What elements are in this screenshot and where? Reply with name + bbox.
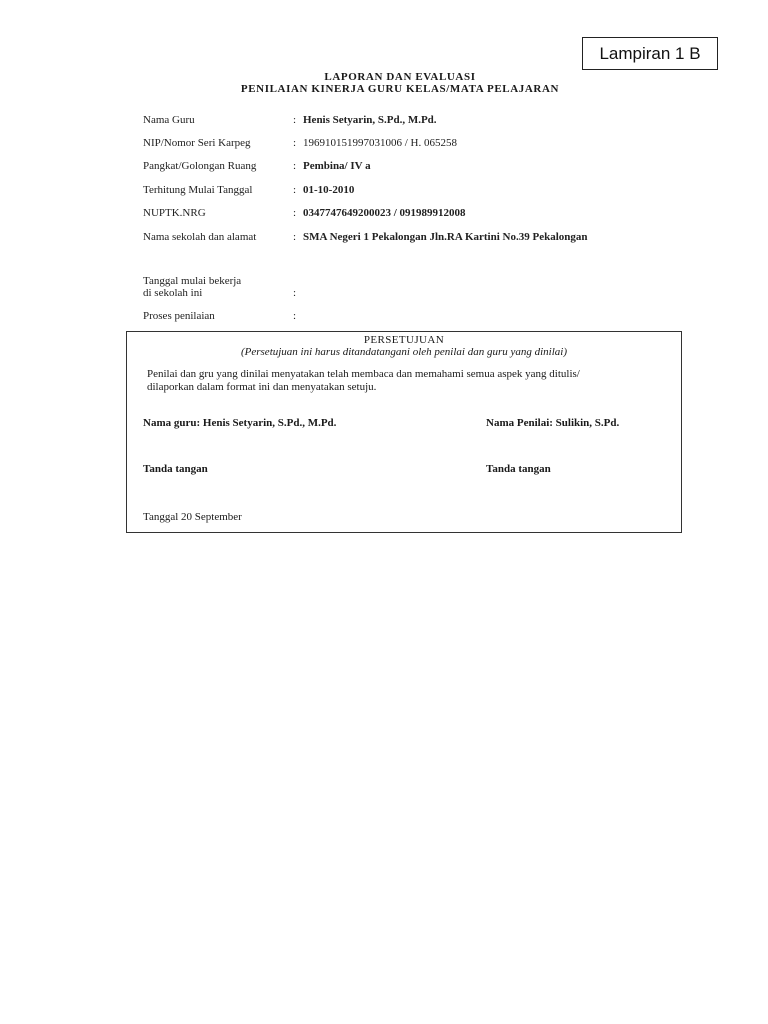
- field-colon: :: [293, 184, 297, 196]
- field-label: Nama sekolah dan alamat: [143, 231, 257, 243]
- guru-signature-label: Tanda tangan: [143, 463, 208, 475]
- persetujuan-subheading: (Persetujuan ini harus ditandatangani oleh penilai dan guru yang dinilai): [240, 346, 567, 358]
- persetujuan-statement: [147, 368, 667, 394]
- field-value: Pembina/ IV a: [303, 160, 371, 172]
- field-label-line2: di sekolah ini: [143, 287, 203, 299]
- field-colon: :: [293, 137, 297, 149]
- field-value: 0347747649200023 / 091989912008: [303, 207, 466, 219]
- persetujuan-heading: PERSETUJUAN: [363, 334, 445, 346]
- document-subtitle: PENILAIAN KINERJA GURU KELAS/MATA PELAJARAN: [240, 83, 560, 95]
- field-value: 196910151997031006 / H. 065258: [303, 137, 457, 149]
- field-colon: :: [293, 160, 297, 172]
- tanggal-label: Tanggal 20 September: [143, 511, 242, 523]
- field-colon: :: [293, 207, 297, 219]
- field-label: Terhitung Mulai Tanggal: [143, 184, 253, 196]
- field-colon: :: [293, 114, 297, 126]
- statement-line-2: dilaporkan dalam format ini dan menyatakan setuju.: [147, 381, 377, 393]
- statement-line-1: Penilai dan gru yang dinilai menyatakan telah membaca dan memahami semua aspek yang ditulis/: [147, 368, 580, 380]
- document-title: LAPORAN DAN EVALUASI: [324, 71, 476, 83]
- field-value: SMA Negeri 1 Pekalongan Jln.RA Kartini No.39 Pekalongan: [303, 231, 588, 243]
- guru-name-label: Nama guru: Henis Setyarin, S.Pd., M.Pd.: [143, 417, 337, 429]
- field-label: NIP/Nomor Seri Karpeg: [143, 137, 251, 149]
- penilai-name-label: Nama Penilai: Sulikin, S.Pd.: [486, 417, 620, 429]
- field-colon: :: [293, 310, 297, 322]
- penilai-signature-label: Tanda tangan: [486, 463, 551, 475]
- field-label: Proses penilaian: [143, 310, 215, 322]
- field-label: Nama Guru: [143, 114, 195, 126]
- field-label: NUPTK.NRG: [143, 207, 206, 219]
- persetujuan-box: [126, 331, 682, 533]
- field-colon: :: [293, 287, 297, 299]
- lampiran-label: Lampiran 1 B: [582, 37, 718, 70]
- field-label: Pangkat/Golongan Ruang: [143, 160, 257, 172]
- field-value: Henis Setyarin, S.Pd., M.Pd.: [303, 114, 437, 126]
- field-label: Tanggal mulai bekerja: [143, 275, 242, 287]
- field-colon: :: [293, 231, 297, 243]
- field-value: 01-10-2010: [303, 184, 355, 196]
